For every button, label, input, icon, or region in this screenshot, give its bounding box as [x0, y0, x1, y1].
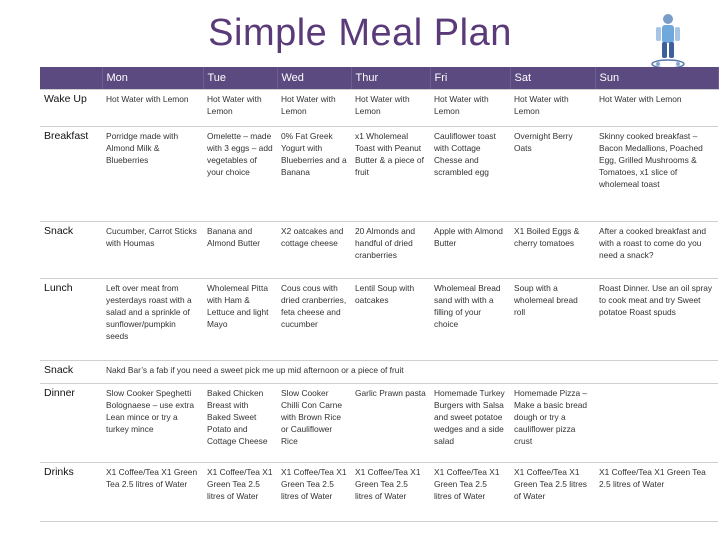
meal-cell: Slow Cooker Speghetti Bolognaese – use extra Lean mince or try a turkey mince: [102, 384, 203, 463]
meal-cell: X2 oatcakes and cottage cheese: [277, 222, 351, 279]
table-row: [40, 463, 718, 522]
meal-cell: X1 Coffee/Tea X1 Green Tea 2.5 litres of Water: [351, 463, 430, 522]
meal-label: Snack: [40, 361, 102, 384]
meal-cell: X1 Coffee/Tea X1 Green Tea 2.5 litres of Water: [203, 463, 277, 522]
meal-cell: Baked Chicken Breast with Baked Sweet Potato and Cottage Cheese: [203, 384, 277, 463]
meal-label: Drinks: [40, 463, 102, 522]
page-title: Simple Meal Plan: [208, 12, 512, 54]
day-header: Sat: [510, 67, 595, 90]
meal-cell: Left over meat from yesterdays roast with a salad and a sprinkle of sunflower/pumpkin seeds: [102, 279, 203, 361]
meal-cell: Roast Dinner. Use an oil spray to cook meat and try Sweet potatoe Roast spuds: [595, 279, 718, 361]
meal-note: Nakd Bar’s a fab if you need a sweet pick me up mid afternoon or a piece of fruit: [102, 361, 718, 384]
day-header: Sun: [595, 67, 718, 90]
meal-cell: Hot Water with Lemon: [102, 90, 203, 127]
meal-cell: Hot Water with Lemon: [510, 90, 595, 127]
meal-cell: X1 Coffee/Tea X1 Green Tea 2.5 litres of Water: [277, 463, 351, 522]
meal-cell: x1 Wholemeal Toast with Peanut Butter & a piece of fruit: [351, 127, 430, 222]
table-row: [40, 222, 718, 279]
meal-label: Lunch: [40, 279, 102, 361]
meal-label: Snack: [40, 222, 102, 279]
meal-cell: X1 Coffee/Tea X1 Green Tea 2.5 litres of Water: [430, 463, 510, 522]
table-row: [40, 361, 718, 384]
meal-cell: After a cooked breakfast and with a roast to come do you need a snack?: [595, 222, 718, 279]
meal-cell: Wholemeal Pitta with Ham & Lettuce and light Mayo: [203, 279, 277, 361]
meal-cell: Skinny cooked breakfast – Bacon Medallions, Poached Egg, Grilled Mushrooms & Tomatoes, x1 slice of wholemeal toast: [595, 127, 718, 222]
table-row: [40, 127, 718, 222]
meal-cell: Hot Water with Lemon: [277, 90, 351, 127]
meal-cell: Omelette – made with 3 eggs – add vegetables of your choice: [203, 127, 277, 222]
day-header-row: [40, 67, 718, 90]
meal-cell: Slow Cooker Chilli Con Carne with Brown Rice or Cauliflower Rice: [277, 384, 351, 463]
person-figure-icon: [648, 12, 686, 70]
meal-cell: Cous cous with dried cranberries, feta cheese and cucumber: [277, 279, 351, 361]
day-header: Tue: [203, 67, 277, 90]
meal-cell: Hot Water with Lemon: [430, 90, 510, 127]
meal-cell: X1 Coffee/Tea X1 Green Tea 2.5 litres of Water: [102, 463, 203, 522]
meal-cell: Hot Water with Lemon: [203, 90, 277, 127]
meal-cell: X1 Boiled Eggs & cherry tomatoes: [510, 222, 595, 279]
day-header: Thur: [351, 67, 430, 90]
header-corner: [40, 67, 102, 90]
table-row: [40, 384, 718, 463]
meal-cell: 20 Almonds and handful of dried cranberries: [351, 222, 430, 279]
meal-label: Wake Up: [40, 90, 102, 127]
day-header: Wed: [277, 67, 351, 90]
meal-cell: Garlic Prawn pasta: [351, 384, 430, 463]
meal-cell: Cauliflower toast with Cottage Chesse and scrambled egg: [430, 127, 510, 222]
meal-cell: Apple with Almond Butter: [430, 222, 510, 279]
meal-cell: Hot Water with Lemon: [351, 90, 430, 127]
meal-cell: Hot Water with Lemon: [595, 90, 718, 127]
meal-cell: Homemade Turkey Burgers with Salsa and sweet potatoe wedges and a side salad: [430, 384, 510, 463]
meal-cell: 0% Fat Greek Yogurt with Blueberries and a Banana: [277, 127, 351, 222]
meal-label: Breakfast: [40, 127, 102, 222]
meal-plan-table: [40, 67, 719, 522]
day-header: Mon: [102, 67, 203, 90]
meal-label: Dinner: [40, 384, 102, 463]
meal-cell: Homemade Pizza – Make a basic bread dough or try a cauliflower pizza crust: [510, 384, 595, 463]
meal-cell: Soup with a wholemeal bread roll: [510, 279, 595, 361]
meal-cell: X1 Coffee/Tea X1 Green Tea 2.5 litres of Water: [595, 463, 718, 522]
meal-cell: Wholemeal Bread sand with with a filling of your choice: [430, 279, 510, 361]
meal-cell: Overnight Berry Oats: [510, 127, 595, 222]
meal-cell: [595, 384, 718, 463]
meal-cell: Porridge made with Almond Milk & Blueberries: [102, 127, 203, 222]
meal-cell: X1 Coffee/Tea X1 Green Tea 2.5 litres of Water: [510, 463, 595, 522]
table-row: [40, 90, 718, 127]
table-row: [40, 279, 718, 361]
meal-cell: Banana and Almond Butter: [203, 222, 277, 279]
meal-cell: Cucumber, Carrot Sticks with Houmas: [102, 222, 203, 279]
meal-cell: Lentil Soup with oatcakes: [351, 279, 430, 361]
day-header: Fri: [430, 67, 510, 90]
